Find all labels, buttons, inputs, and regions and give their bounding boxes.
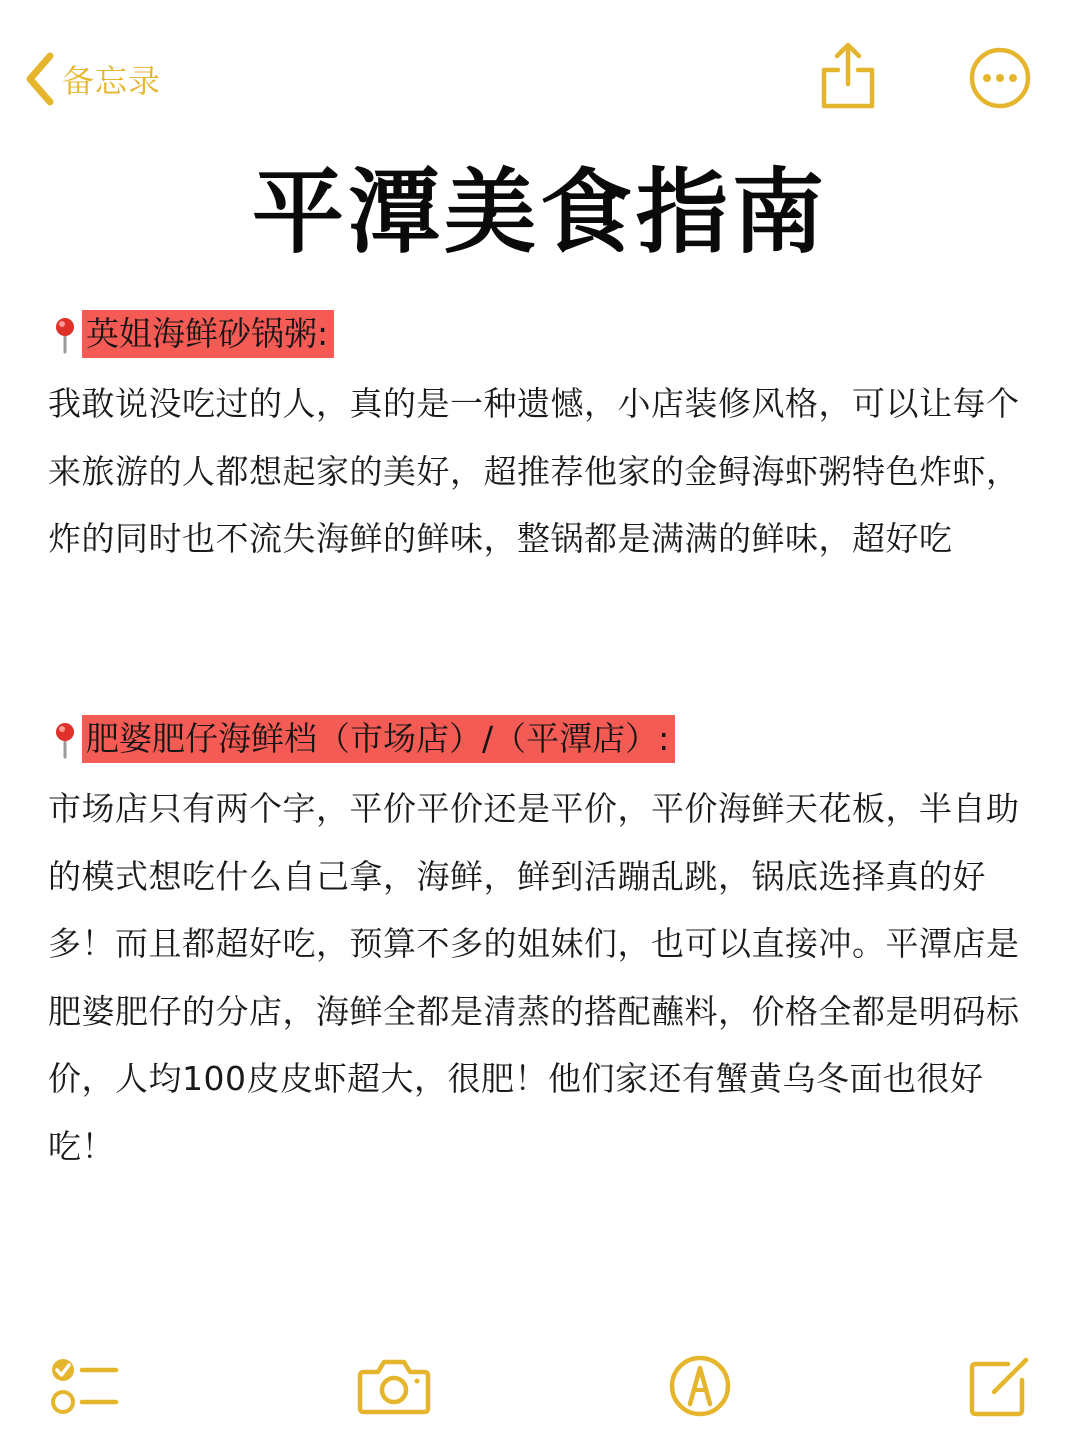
note-section-1 [48,310,1038,573]
section-heading-text: 英姐海鲜砂锅粥: [82,310,334,358]
markup-icon [668,1354,732,1418]
note-section-2 [48,715,1038,1180]
back-button[interactable] [22,50,161,108]
camera-icon [356,1354,432,1418]
section-heading [48,715,1038,763]
chevron-left-icon [22,50,56,108]
pin-icon [48,719,82,759]
note-title: 平潭美食指南 [251,159,828,266]
back-label: 备忘录 [62,62,162,100]
checklist-button[interactable] [48,1354,120,1422]
compose-button[interactable] [966,1354,1032,1424]
section-heading-text: 肥婆肥仔海鲜档（市场店）/（平潭店）: [82,715,675,763]
section-body: 我敢说没吃过的人，真的是一种遗憾，小店装修风格，可以让每个来旅游的人都想起家的美好，超推荐他家的金鲟海虾粥特色炸虾，炸的同时也不流失海鲜的鲜味，整锅都是满满的鲜味，超好吃 [48,384,1020,558]
more-button[interactable] [968,46,1032,110]
share-icon [818,40,878,112]
camera-button[interactable] [356,1354,432,1422]
bottom-toolbar [0,1340,1080,1440]
markup-button[interactable] [668,1354,732,1422]
checklist-icon [48,1354,120,1418]
pin-icon [48,314,82,354]
more-icon [968,46,1032,110]
section-body: 市场店只有两个字，平价平价还是平价，平价海鲜天花板，半自助的模式想吃什么自己拿，海鲜，鲜到活蹦乱跳，锅底选择真的好多！而且都超好吃，预算不多的姐妹们，也可以直接冲。平潭店是肥婆肥仔的分店，海鲜全都是清蒸的搭配蘸料，价格全都是明码标价，人均100皮皮虾超大，很肥！他们家还有蟹黄乌冬面也很好吃！ [48,789,1020,1166]
share-button[interactable] [818,40,878,112]
navigation-bar [0,0,1080,150]
compose-icon [966,1354,1032,1420]
section-heading [48,310,1038,358]
